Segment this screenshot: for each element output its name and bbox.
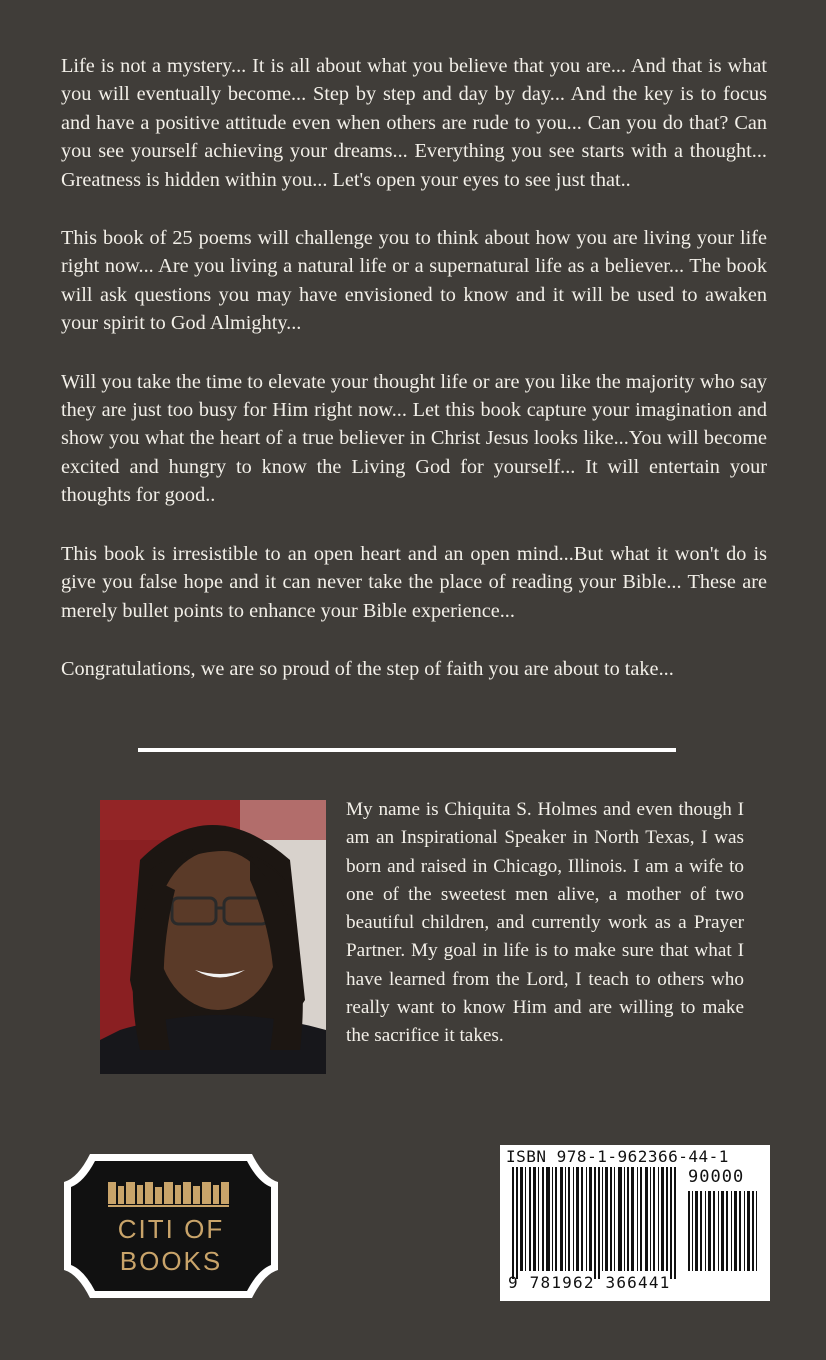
blurb-paragraph-1: Life is not a mystery... It is all about what you believe that you are... And that is what you will eventually become... Step by step and day by day... And the key is to focus and have a positive attitude even when others are rude to you... Can you do that? Can you see yourself achieving your dreams... Everything you see starts with a thought... Greatness is hidden within you... Let's open your eyes to see just that..	[61, 55, 767, 191]
bookshelf-icon	[108, 1182, 229, 1207]
section-divider	[138, 748, 676, 752]
author-bio: My name is Chiquita S. Holmes and even though I am an Inspirational Speaker in North Texas, I was born and raised in Chicago, Illinois. I am a wife to one of the sweetest men alive, a mother of two beautiful children, and currently work as a Prayer Partner. My goal in life is to make sure that what I have learned from the Lord, I teach to others who really want to know Him and are willing to make the sacrifice it takes.	[346, 799, 744, 1047]
ean-bars	[512, 1167, 757, 1279]
blurb-paragraph-4: This book is irresistible to an open heart and an open mind...But what it won't do is give you false hope and it can never take the place of reading your Bible... These are merely bullet points to enhance your Bible experience...	[61, 542, 767, 622]
logo-line-1: CITI OF	[117, 1214, 225, 1244]
ean-digits: 9 781962 366441	[508, 1273, 671, 1292]
blurb-paragraph-2: This book of 25 poems will challenge you to think about how you are living your life right now... Are you living a natural life or a supernatural life as a believer... The book will ask questions you may have envisioned to know and it will be used to awaken your spirit to God Almighty...	[61, 227, 767, 335]
publisher-logo	[62, 1152, 280, 1300]
blurb-paragraph-3: Will you take the time to elevate your thought life or are you like the majority who say they are just too busy for Him right now... Let this book capture your imagination and show you what the heart of a true believer in Christ Jesus looks like...You will become excited and hungry to know the Living God for yourself... It will entertain your thoughts for good..	[61, 370, 767, 507]
back-cover-blurb	[61, 52, 767, 713]
isbn-label: ISBN 978-1-962366-44-1	[506, 1147, 729, 1166]
author-photo	[100, 800, 326, 1074]
price-code: 90000	[688, 1167, 745, 1187]
author-portrait-image	[100, 800, 326, 1074]
blurb-paragraph-5: Congratulations, we are so proud of the step of faith you are about to take...	[61, 657, 674, 680]
logo-line-2: BOOKS	[119, 1246, 223, 1276]
isbn-barcode	[500, 1145, 770, 1301]
publisher-badge-icon	[62, 1152, 280, 1300]
